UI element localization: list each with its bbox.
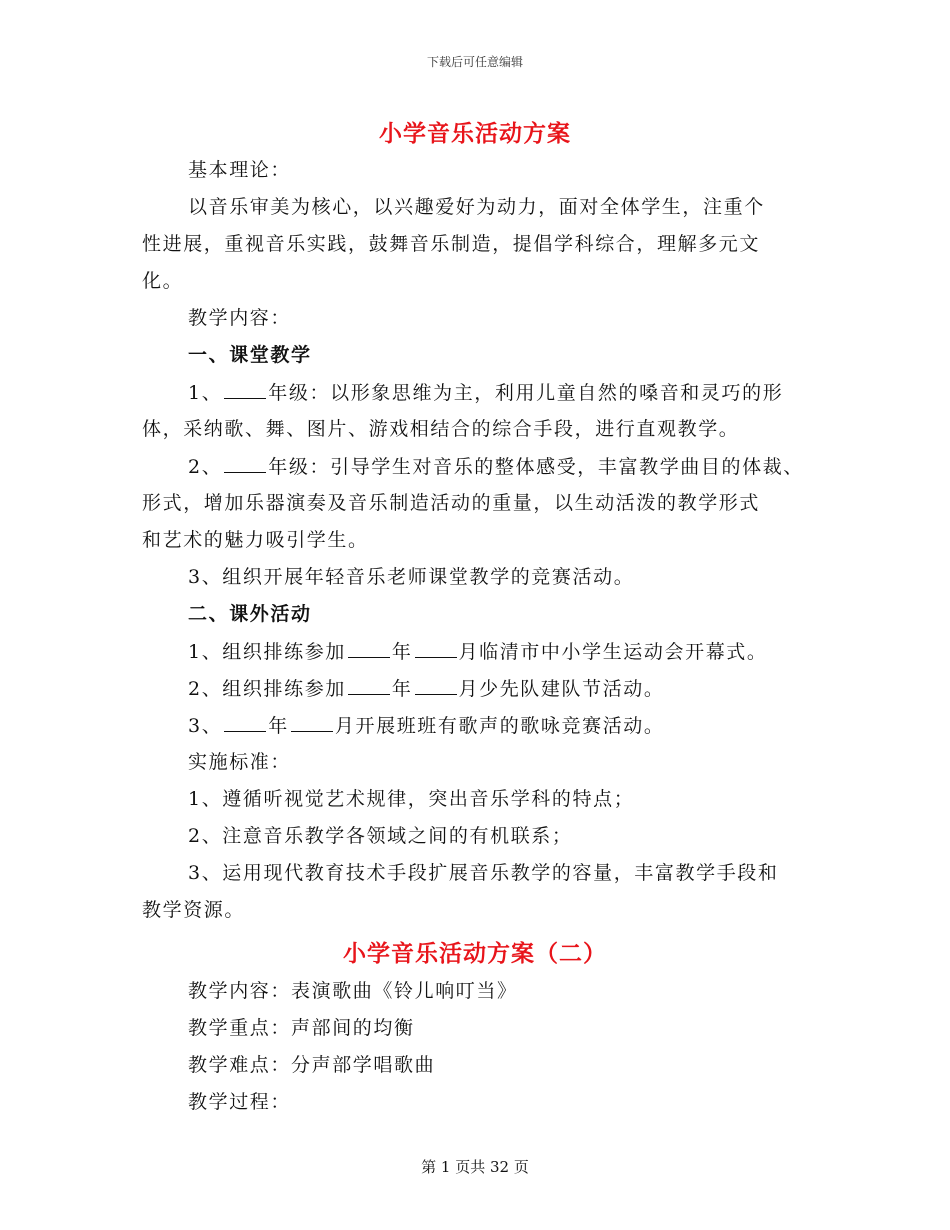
item-text: 月开展班班有歌声的歌咏竞赛活动。 xyxy=(334,715,665,737)
item-text: 2、组织排练参加 xyxy=(188,678,346,700)
paragraph-line xyxy=(188,380,868,405)
paragraph-line xyxy=(188,454,868,479)
page-header: 下载后可任意编辑 xyxy=(426,55,523,69)
fill-blank xyxy=(348,676,390,695)
paragraph-line: 基本理论： xyxy=(188,159,292,181)
paragraph-line: 教学难点：分声部学唱歌曲 xyxy=(188,1054,436,1076)
paragraph-line: 教学资源。 xyxy=(142,899,246,921)
document-title: 小学音乐活动方案 xyxy=(379,120,571,147)
item-text: 月少先队建队节活动。 xyxy=(458,678,665,700)
item-number: 3、 xyxy=(188,715,223,737)
section-heading: 二、课外活动 xyxy=(188,603,312,625)
page-footer: 第 1 页共 32 页 xyxy=(421,1158,529,1176)
item-text: 年 xyxy=(391,641,413,663)
item-number: 2、 xyxy=(188,456,223,478)
paragraph-line: 和艺术的魅力吸引学生。 xyxy=(142,529,369,551)
fill-blank xyxy=(224,713,266,732)
paragraph-line: 2、注意音乐教学各领域之间的有机联系； xyxy=(188,825,573,847)
item-text: 年级：以形象思维为主，利用儿童自然的嗓音和灵巧的形 xyxy=(268,382,784,404)
paragraph-line: 教学重点：声部间的均衡 xyxy=(188,1017,415,1039)
fill-blank xyxy=(415,639,457,658)
item-text: 年 xyxy=(268,715,289,737)
item-number: 1、 xyxy=(188,382,223,404)
fill-blank xyxy=(224,454,266,473)
section-title: 小学音乐活动方案（二） xyxy=(343,940,607,967)
paragraph-line xyxy=(188,713,868,738)
paragraph-line: 性进展，重视音乐实践，鼓舞音乐制造，提倡学科综合，理解多元文 xyxy=(142,233,761,255)
paragraph-line xyxy=(188,639,868,664)
paragraph-line: 3、组织开展年轻音乐老师课堂教学的竞赛活动。 xyxy=(188,566,635,588)
fill-blank xyxy=(224,380,266,399)
paragraph-line: 教学内容：表演歌曲《铃儿响叮当》 xyxy=(188,980,518,1002)
paragraph-line: 教学过程： xyxy=(188,1091,292,1113)
paragraph-line: 实施标准： xyxy=(188,751,292,773)
paragraph-line: 形式，增加乐器演奏及音乐制造活动的重量，以生动活泼的教学形式 xyxy=(142,492,761,514)
paragraph-line: 1、遵循听视觉艺术规律，突出音乐学科的特点； xyxy=(188,788,635,810)
item-text: 年级：引导学生对音乐的整体感受，丰富教学曲目的体裁、 xyxy=(268,456,804,478)
item-text: 年 xyxy=(391,678,413,700)
paragraph-line xyxy=(188,676,868,701)
fill-blank xyxy=(415,676,457,695)
fill-blank xyxy=(291,713,333,732)
paragraph-line: 化。 xyxy=(142,270,184,292)
paragraph-line: 3、运用现代教育技术手段扩展音乐教学的容量，丰富教学手段和 xyxy=(188,862,779,884)
paragraph-line: 以音乐审美为核心，以兴趣爱好为动力，面对全体学生，注重个 xyxy=(188,196,765,218)
item-text: 月临清市中小学生运动会开幕式。 xyxy=(458,641,768,663)
fill-blank xyxy=(348,639,390,658)
item-text: 1、组织排练参加 xyxy=(188,641,346,663)
paragraph-line: 体，采纳歌、舞、图片、游戏相结合的综合手段，进行直观教学。 xyxy=(142,418,740,440)
section-heading: 一、课堂教学 xyxy=(188,344,312,366)
paragraph-line: 教学内容： xyxy=(188,307,292,329)
